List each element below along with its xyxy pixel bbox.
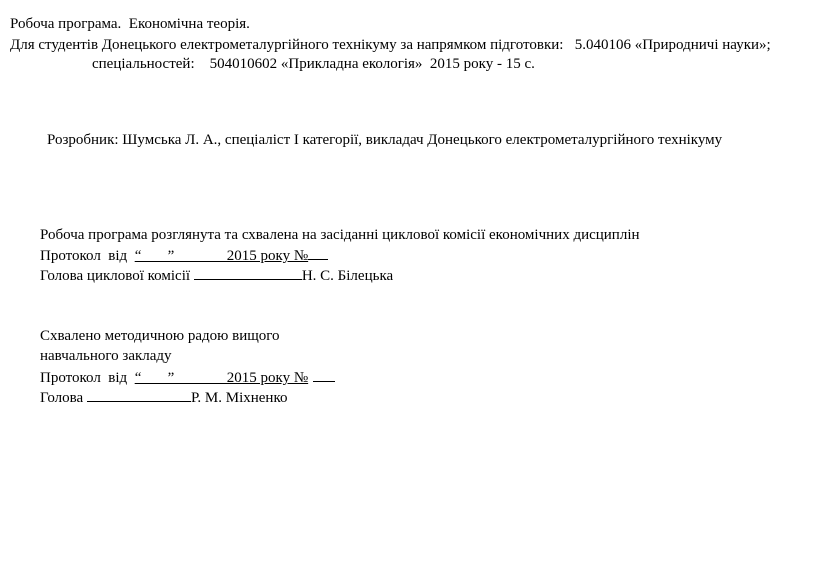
specialty-line: спеціальностей: 504010602 «Прикладна екологія» 2015 року - 15 с. [92,56,535,72]
commission-signature-blank [194,266,302,280]
developer-line: Розробник: Шумська Л. А., спеціаліст І категорії, викладач Донецького електрометалургійного технікуму [47,132,723,148]
council-protocol-line [40,368,335,387]
council-head-name: Р. М. Міхненко [190,390,288,406]
commission-protocol-line [40,246,328,265]
commission-head-name: Н. С. Білецька [301,268,394,284]
council-approved-line-2: навчального закладу [40,348,172,364]
commission-protocol-prefix: Протокол від [40,248,135,264]
commission-protocol-date: “ ” 2015 року № [134,248,309,264]
students-line: Для студентів Донецького електрометалургійного технікуму за напрямком підготовки: 5.040106 «Природничі науки»; [10,37,771,53]
commission-protocol-number-blank [308,246,328,260]
commission-head-label: Голова циклової комісії [40,268,194,284]
council-protocol-number-blank [313,368,335,382]
commission-approved-line: Робоча програма розглянута та схвалена на засіданні циклової комісії економічних дисциплін [40,227,640,243]
program-title: Робоча програма. Економічна теорія. [10,16,250,32]
council-protocol-date: “ ” 2015 року № [134,370,309,386]
council-signature-blank [87,388,191,402]
council-approved-line-1: Схвалено методичною радою вищого [40,328,280,344]
council-head-label: Голова [40,390,87,406]
commission-head-line [40,266,393,285]
council-protocol-prefix: Протокол від [40,370,135,386]
council-head-line [40,388,288,407]
